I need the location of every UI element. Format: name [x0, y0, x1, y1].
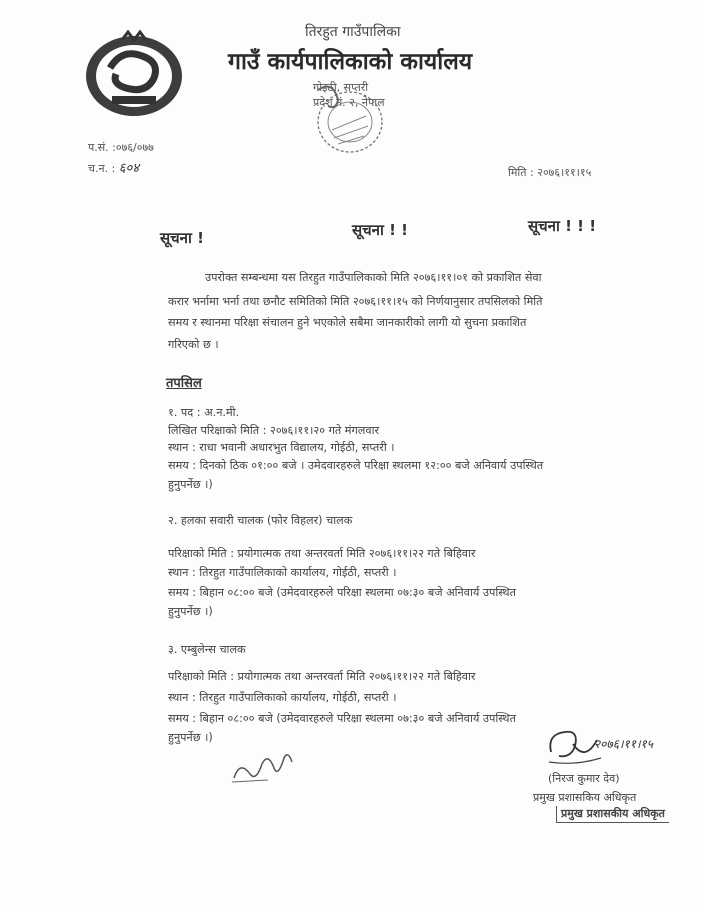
item-3-line-3: समय : बिहान ०८:०० बजे (उमेदवारहरुले परिक्षा स्थलमा ०७:३० बजे अनिवार्य उपस्थित: [168, 712, 516, 725]
dispatch-label: च.न. :: [88, 162, 116, 175]
body-line-1: उपरोक्त सम्बन्धमा यस तिरहुत गाउँपालिकाको मिति २०७६।११।०१ को प्रकाशित सेवा: [205, 271, 542, 284]
item-2-line-4: हुनुपर्नेछ ।): [168, 605, 213, 618]
item-3-line-4: हुनुपर्नेछ ।): [168, 731, 213, 744]
address-line-1: गोइठी, सप्तरी: [313, 81, 369, 94]
dispatch-value: ६०४: [118, 161, 140, 176]
body-line-3: समय र स्थानमा परिक्षा संचालन हुने भएकोले सबैमा जानकारीको लागी यो सुचना प्रकाशित: [168, 316, 527, 329]
designation-stamp: प्रमुख प्रशासकीय अधिकृत: [556, 806, 669, 823]
item-3-line-1: परिक्षाको मिति : प्रयोगात्मक तथा अन्तरवर्ता मिति २०७६।११।२२ गते बिहिवार: [168, 670, 476, 683]
body-line-2: करार भर्नामा भर्ना तथा छनौट समितिको मिति २०७६।११।१५ को निर्णयानुसार तपसिलको मिति: [168, 295, 543, 308]
office-title: गाउँ कार्यपालिकाको कार्यालय: [228, 49, 473, 75]
signature-date: २०७६।११।१५: [594, 737, 654, 751]
item-1-line-3: समय : दिनको ठिक ०१:०० बजे । उमेदवारहरुले परिक्षा स्थलमा १२:०० बजे अनिवार्य उपस्थित: [168, 459, 544, 472]
notice-heading-2: सूचना ! !: [352, 221, 409, 239]
item-1-line-4: हुनुपर्नेछ ।): [168, 478, 213, 491]
notice-heading-3: सूचना ! ! !: [528, 217, 597, 235]
signatory-designation: प्रमुख प्रशासकिय अधिकृत: [533, 791, 637, 804]
item-2-line-2: स्थान : तिरहुत गाउँपालिकाको कार्यालय, गोईठी, सप्तरी ।: [168, 566, 397, 579]
issue-date: मिति : २०७६।११।१५: [508, 166, 592, 179]
signatory-name: (निरज कुमार देव): [548, 772, 620, 785]
address-line-2: प्रदेश नं. २, नेपाल: [313, 96, 385, 109]
item-2-line-1: परिक्षाको मिति : प्रयोगात्मक तथा अन्तरवर्ता मिति २०७६।११।२२ गते बिहिवार: [168, 547, 476, 560]
item-1-line-2: स्थान : राधा भवानी अधारभुत विद्यालय, गोईठी, सप्तरी ।: [168, 441, 395, 454]
item-2-line-3: समय : बिहान ०८:०० बजे (उमेदवारहरुले परिक्षा स्थलमा ०७:३० बजे अनिवार्य उपस्थित: [168, 586, 516, 599]
office-name: तिरहुत गाउँपालिका: [305, 24, 401, 40]
item-3-line-2: स्थान : तिरहुत गाउँपालिकाको कार्यालय, गोईठी, सप्तरी ।: [168, 691, 397, 704]
municipality-logo: [82, 28, 187, 120]
details-heading: तपसिल: [166, 376, 202, 391]
item-1-title: १. पद : अ.न.मी.: [168, 406, 240, 419]
notice-heading-1: सूचना !: [160, 229, 204, 247]
dispatch-number: [88, 158, 139, 176]
item-1-line-1: लिखित परिक्षाको मिति : २०७६।११।२० गते मंगलवार: [168, 424, 380, 437]
item-2-title: २. हलका सवारी चालक (फोर विहलर) चालक: [168, 514, 353, 527]
left-initial-signature: [228, 738, 298, 788]
body-line-4: गरिएको छ ।: [168, 338, 219, 351]
item-3-title: ३. एम्बुलेन्स चालक: [168, 643, 246, 656]
reference-number: प.सं. :०७६/०७७: [88, 141, 154, 154]
office-seal-stamp: [288, 80, 408, 160]
